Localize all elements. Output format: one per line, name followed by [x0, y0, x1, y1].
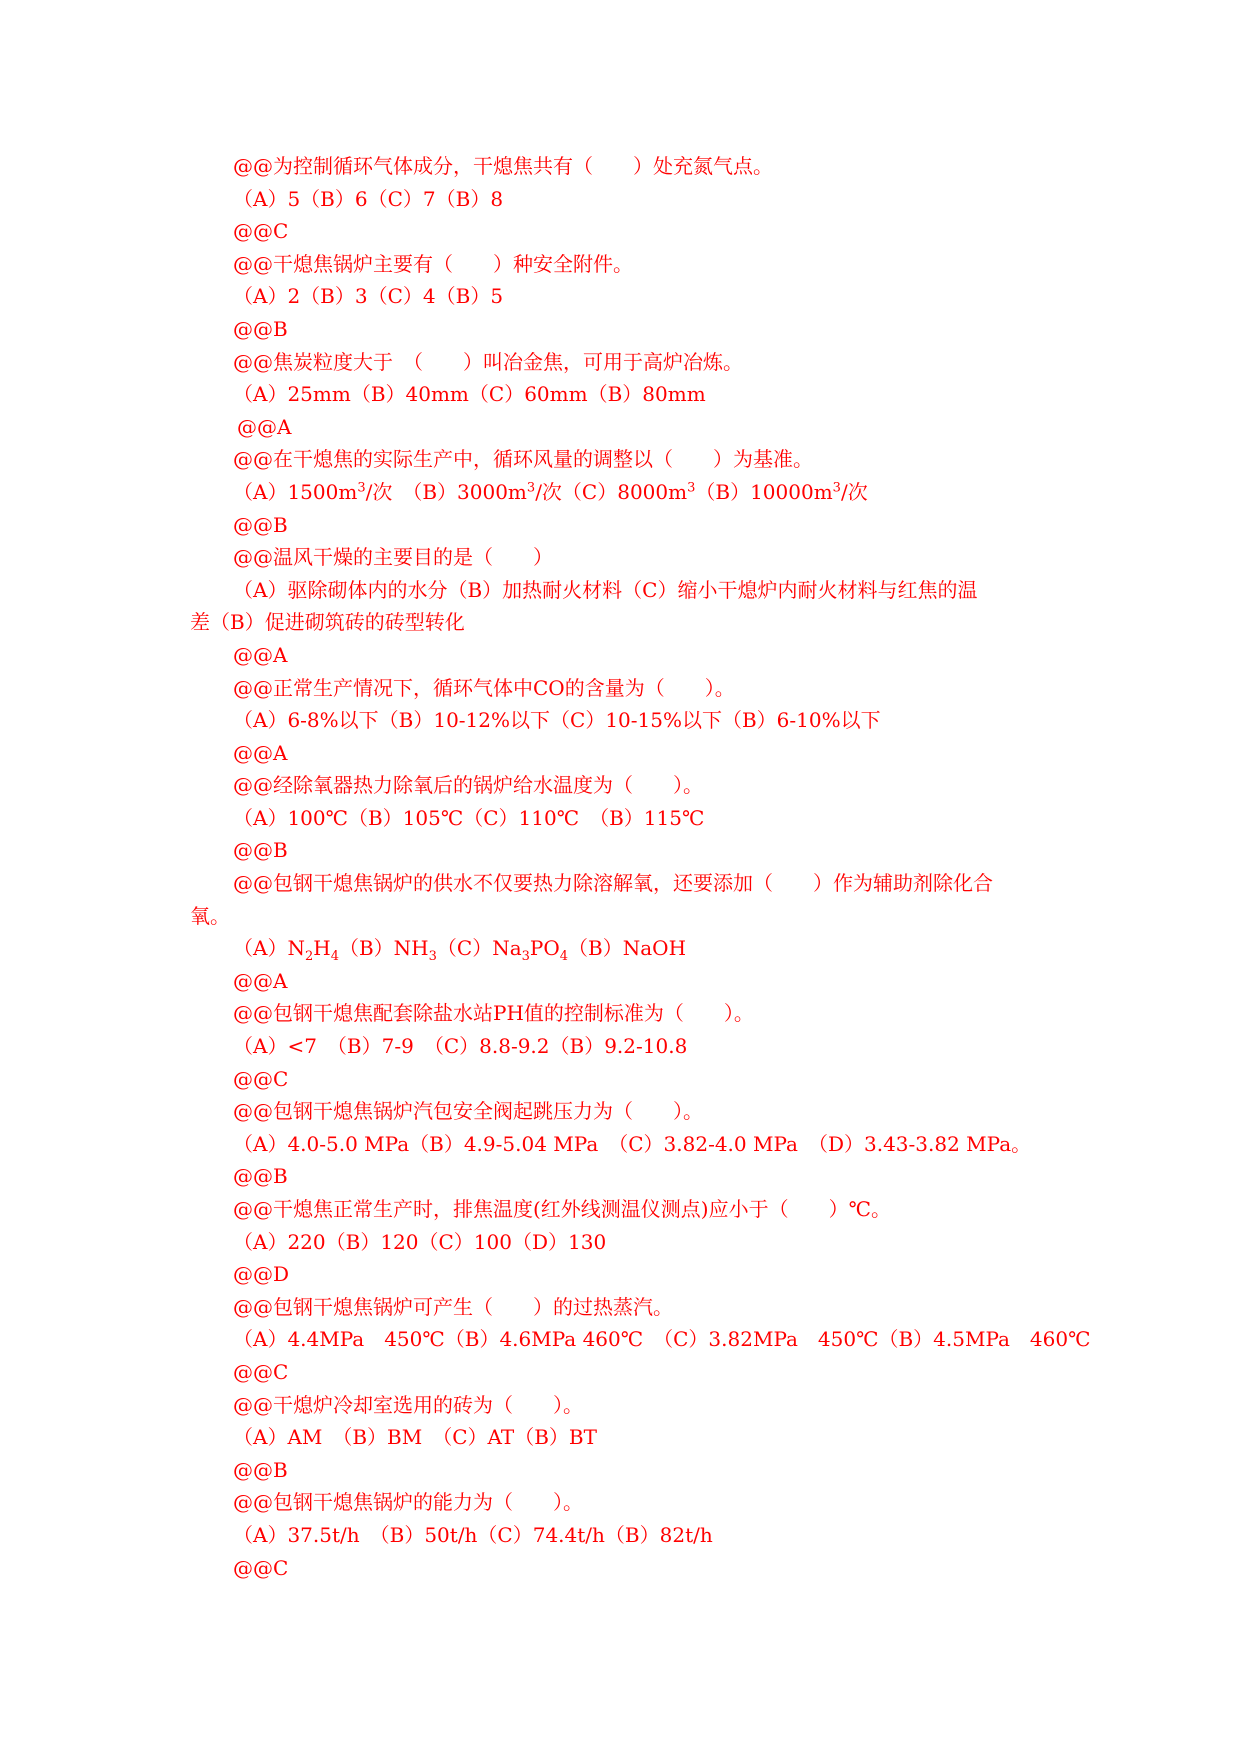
question-options: （A）100℃（B）105℃（C）110℃ （B）115℃ — [233, 805, 705, 830]
question-text: @@为控制循环气体成分，干熄焦共有（ ）处充氮气点。 — [233, 154, 773, 178]
question-options: （A）5（B）6（C）7（B）8 — [233, 186, 504, 211]
question-text: @@干熄炉冷却室选用的砖为（ ）。 — [233, 1392, 583, 1417]
question-answer: @@A — [233, 642, 288, 667]
question-text: @@干熄焦正常生产时，排焦温度(红外线测温仪测点)应小于（ ）℃。 — [233, 1197, 891, 1221]
question-options-continued: 差（B）促进砌筑砖的砖型转化 — [190, 610, 465, 635]
subscript: 3 — [428, 949, 437, 965]
question-answer: @@B — [233, 512, 288, 537]
question-answer: @@A — [233, 740, 288, 765]
option-text: （C）Na — [436, 936, 522, 961]
superscript: 3 — [357, 480, 366, 496]
superscript: 3 — [526, 480, 536, 496]
question-options: （A）6-8%以下（B）10-12%以下（C）10-15%以下（B）6-10%以下 — [233, 708, 881, 733]
question-answer: @@C — [233, 1555, 289, 1580]
question-text: @@焦炭粒度大于 （ ）叫冶金焦，可用于高炉冶炼。 — [233, 349, 743, 374]
option-text: （B）NH — [338, 936, 429, 961]
superscript: 3 — [832, 480, 841, 496]
question-answer: @@C — [233, 1066, 289, 1091]
question-answer: @@B — [233, 316, 288, 341]
question-options: （A）2（B）3（C）4（B）5 — [233, 284, 504, 309]
option-text: （B）NaOH — [568, 936, 687, 961]
question-options: （A）AM （B）BM （C）AT（B）BT — [233, 1425, 597, 1450]
question-options: （A）37.5t/h （B）50t/h（C）74.4t/h（B）82t/h — [233, 1522, 713, 1547]
question-answer: @@B — [233, 1457, 288, 1482]
question-text: @@在干熄焦的实际生产中，循环风量的调整以（ ）为基准。 — [233, 447, 813, 472]
question-answer: @@A — [237, 414, 292, 439]
superscript: 3 — [687, 480, 696, 496]
question-options — [190, 476, 1070, 509]
option-text: /次 （B）3000m — [365, 479, 527, 504]
question-text: @@干熄焦锅炉主要有（ ）种安全附件。 — [233, 251, 633, 276]
question-options: （A）220（B）120（C）100（D）130 — [233, 1229, 607, 1254]
question-options: （A）<7 （B）7-9 （C）8.8-9.2（B）9.2-10.8 — [233, 1034, 688, 1059]
option-text: （A）1500m — [233, 479, 358, 504]
question-options: （A）4.4MPa 450℃（B）4.6MPa 460℃ （C）3.82MPa 450℃（B）4.5MPa 460℃ — [233, 1327, 1091, 1352]
option-text: （B）10000m — [695, 479, 833, 504]
question-answer: @@A — [233, 968, 288, 993]
question-list — [190, 150, 1091, 1584]
subscript: 4 — [559, 949, 569, 965]
subscript: 4 — [330, 949, 339, 965]
question-text: @@经除氧器热力除氧后的锅炉给水温度为（ ）。 — [233, 773, 703, 798]
option-text: H — [313, 936, 331, 961]
option-text: /次（C）8000m — [535, 479, 688, 504]
question-options: （A）25mm（B）40mm（C）60mm（B）80mm — [233, 382, 706, 407]
option-text: PO — [529, 936, 560, 961]
subscript: 3 — [521, 949, 530, 965]
question-answer: @@B — [233, 1164, 288, 1189]
question-options: （A）驱除砌体内的水分（B）加热耐火材料（C）缩小干熄炉内耐火材料与红焦的温 — [233, 577, 978, 602]
question-text: @@包钢干熄焦配套除盐水站PH值的控制标准为（ ）。 — [233, 1001, 754, 1026]
option-text: /次 — [840, 479, 868, 504]
question-text: @@包钢干熄焦锅炉汽包安全阀起跳压力为（ ）。 — [233, 1099, 703, 1124]
question-text: @@包钢干熄焦锅炉可产生（ ）的过热蒸汽。 — [233, 1294, 673, 1319]
question-text: @@包钢干熄焦锅炉的供水不仅要热力除溶解氧，还要添加（ ）作为辅助剂除化合 — [233, 871, 993, 896]
subscript: 2 — [304, 949, 314, 965]
question-text: @@温风干燥的主要目的是（ ） — [233, 545, 553, 570]
question-text-continued: 氧。 — [190, 903, 230, 928]
question-options — [190, 932, 1070, 965]
question-answer: @@C — [233, 1359, 289, 1384]
question-options: （A）4.0-5.0 MPa（B）4.9-5.04 MPa （C）3.82-4.0 MPa （D）3.43-3.82 MPa。 — [233, 1131, 1032, 1156]
question-text: @@正常生产情况下，循环气体中CO的含量为（ ）。 — [233, 675, 735, 700]
question-answer: @@D — [233, 1262, 290, 1287]
option-text: （A）N — [233, 936, 305, 961]
question-answer: @@C — [233, 219, 289, 244]
question-text: @@包钢干熄焦锅炉的能力为（ ）。 — [233, 1490, 583, 1515]
question-answer: @@B — [233, 838, 288, 863]
